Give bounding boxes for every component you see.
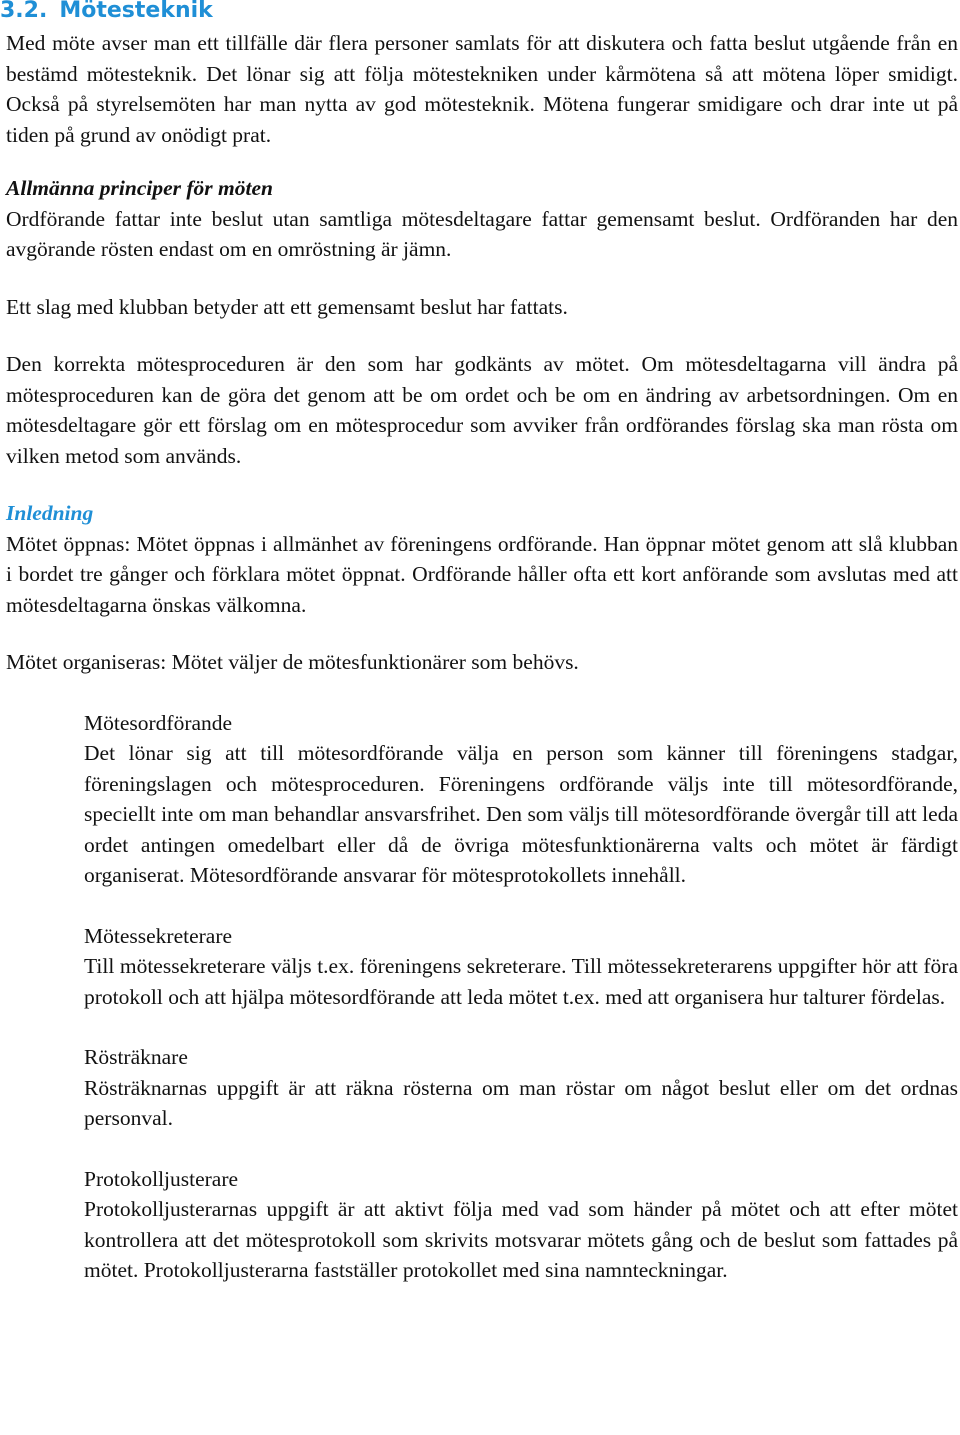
role-section-mötesordförande bbox=[84, 708, 958, 891]
role-title: Protokolljusterare bbox=[84, 1166, 239, 1191]
intro-paragraph: Med möte avser man ett tillfälle där flera personer samlats för att diskutera och fatta beslut utgående från en bestämd mötesteknik. Det lönar sig att följa mötestekniken under kårmötena så att mötena löper smidigt. Också på styrelsemöten har man nytta av god mötesteknik. Mötena fungerar smidigare och drar inte ut på tiden på grund av onödigt prat. bbox=[6, 31, 958, 147]
role-section-mötessekreterare bbox=[84, 921, 958, 1013]
spacer bbox=[6, 620, 958, 647]
role-title: Rösträknare bbox=[84, 1045, 188, 1069]
role-title: Mötesordförande bbox=[84, 710, 233, 735]
principles-paragraph-3: Den korrekta mötesproceduren är den som har godkänts av mötet. Om mötesdeltagarna vill ändra på mötesproceduren kan de göra det genom att be om ordet och be om en ändring av arbetsordningen. Om en mötesdeltagare gör ett förslag om en mötesprocedur som avviker från ordförandes förslag ska man rösta om vilken metod som används. bbox=[6, 352, 958, 468]
section-number: 3.2. bbox=[0, 0, 48, 23]
inledning-paragraph-1: Mötet öppnas: Mötet öppnas i allmänhet av föreningens ordförande. Han öppnar mötet genom att slå klubban i bordet tre gånger och förklara mötet öppnat. Ordförande håller ofta ett kort anförande som avslutas med att mötesdeltagarna önskas välkomna. bbox=[6, 531, 958, 617]
role-section-rösträknare bbox=[84, 1042, 958, 1134]
principles-heading: Allmänna principer för möten bbox=[6, 176, 273, 200]
inledning-paragraph-2: Mötet organiseras: Mötet väljer de mötesfunktionärer som behövs. bbox=[6, 650, 579, 674]
section-title: Mötesteknik bbox=[59, 0, 213, 23]
spacer bbox=[6, 678, 958, 708]
role-section-protokolljusterare bbox=[84, 1164, 958, 1286]
spacer bbox=[6, 1134, 958, 1164]
role-text: Det lönar sig att till mötesordförande välja en person som känner till föreningens stadgar, föreningslagen och mötesproceduren. Föreningens ordförande väljs inte till mötesordförande, speciellt inte om man behandlar ansvarsfrihet. Den som väljs till mötesordförande övergår till att leda ordet antingen omedelbart eller då de övriga mötesfunktionärerna valts och mötet är färdigt organiserat. Mötesordförande ansvarar för mötesprotokollets innehåll. bbox=[84, 741, 958, 887]
spacer bbox=[6, 1012, 958, 1042]
principles-paragraph-1: Ordförande fattar inte beslut utan samtliga mötesdeltagare fattar gemensamt beslut. Ordföranden har den avgörande rösten endast om en omröstning är jämn. bbox=[6, 206, 958, 261]
inledning-heading: Inledning bbox=[6, 501, 94, 525]
spacer bbox=[6, 891, 958, 921]
spacer bbox=[6, 471, 958, 498]
role-text: Till mötessekreterare väljs t.ex. föreningens sekreterare. Till mötessekreterarens uppgifter hör att föra protokoll och att hjälpa mötesordförande att leda mötet t.ex. med att organisera hur talturer fördelas. bbox=[84, 954, 958, 1009]
principles-paragraph-2: Ett slag med klubban betyder att ett gemensamt beslut har fattats. bbox=[6, 294, 568, 319]
role-text: Rösträknarnas uppgift är att räkna rösterna om man röstar om något beslut eller om det ordnas personval. bbox=[84, 1075, 958, 1130]
section-heading bbox=[0, 0, 958, 25]
spacer bbox=[6, 265, 958, 292]
role-title: Mötessekreterare bbox=[84, 923, 233, 948]
spacer bbox=[6, 150, 958, 173]
role-text: Protokolljusterarnas uppgift är att aktivt följa med vad som händer på mötet och att efter mötet kontrollera att det mötesprotokoll som skrivits motsvarar mötets gång och de beslut som fattades på mötet. Protokolljusterarna fastställer protokollet med sina namnteckningar. bbox=[84, 1197, 958, 1282]
spacer bbox=[6, 322, 958, 349]
